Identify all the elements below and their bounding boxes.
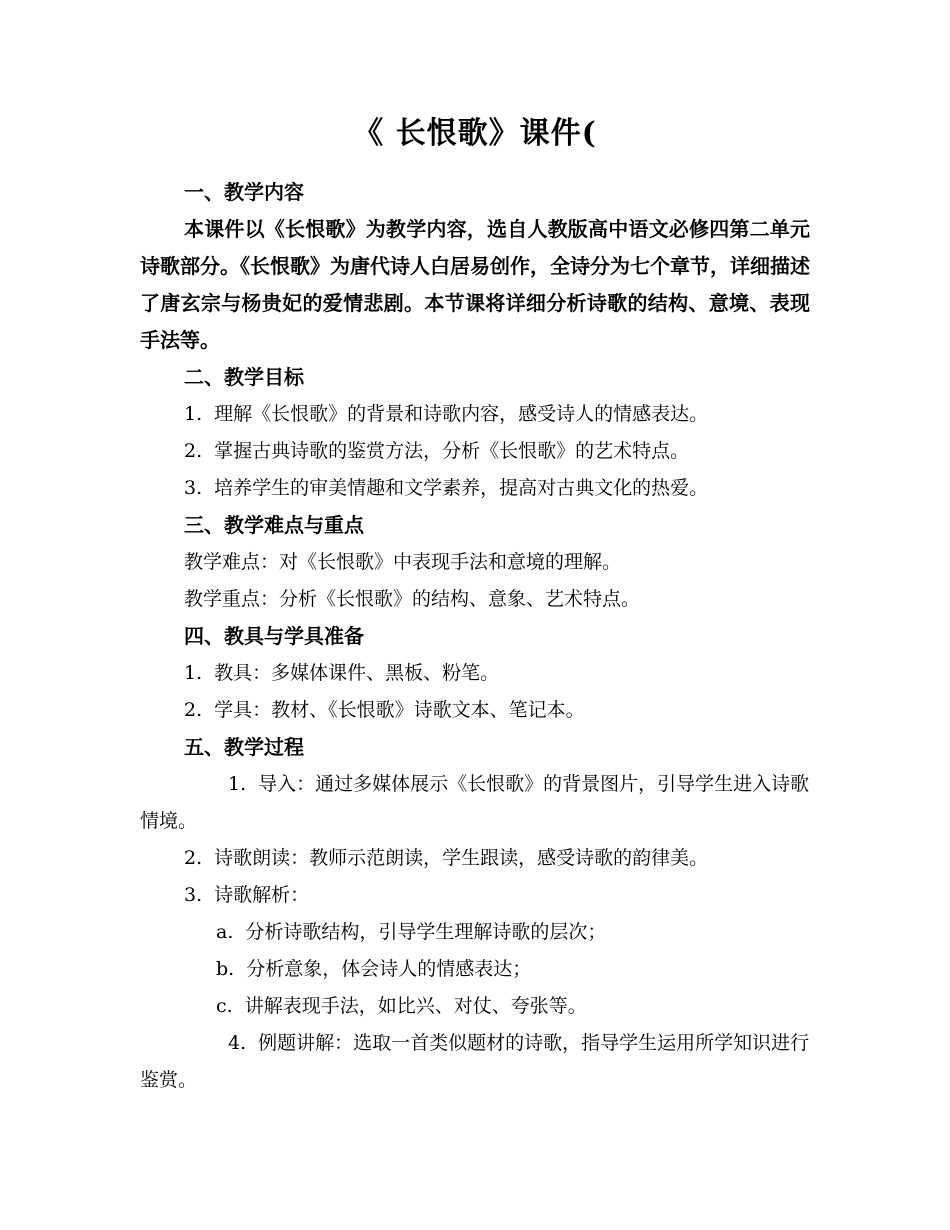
list-item: 4. 例题讲解：选取一首类似题材的诗歌，指导学生运用所学知识进行鉴赏。 <box>140 1032 810 1091</box>
sub-list-item: c. 讲解表现手法，如比兴、对仗、夸张等。 <box>216 995 587 1017</box>
section-heading-teaching-content: 一、教学内容 <box>184 180 304 204</box>
list-item: 1. 理解《长恨歌》的背景和诗歌内容，感受诗人的情感表达。 <box>184 403 709 425</box>
list-item: 2. 掌握古典诗歌的鉴赏方法，分析《长恨歌》的艺术特点。 <box>184 440 690 462</box>
list-item: 3. 诗歌解析： <box>184 884 310 906</box>
list-item: 2. 学具：教材、《长恨歌》诗歌文本、笔记本。 <box>184 699 585 721</box>
page-title: 《 长恨歌》课件( <box>353 116 597 151</box>
list-item: 1. 教具：多媒体课件、黑板、粉笔。 <box>184 662 500 684</box>
teaching-content-paragraph: 本课件以《长恨歌》为教学内容，选自人教版高中语文必修四第二单元诗歌部分。《长恨歌》为唐代诗人白居易创作，全诗分为七个章节，详细描述了唐玄宗与杨贵妃的爱情悲剧。本节课将详细分析诗歌的结构、意境、表现手法等。 <box>140 217 810 352</box>
section-heading-difficulty-focus: 三、教学难点与重点 <box>184 513 364 537</box>
list-item: 3. 培养学生的审美情趣和文学素养，提高对古典文化的热爱。 <box>184 477 709 499</box>
teaching-difficulty: 教学难点：对《长恨歌》中表现手法和意境的理解。 <box>184 551 622 573</box>
list-item: 2. 诗歌朗读：教师示范朗读，学生跟读，感受诗歌的韵律美。 <box>184 847 709 869</box>
document-page <box>140 112 810 1099</box>
sub-list-item: a. 分析诗歌结构，引导学生理解诗歌的层次； <box>216 921 607 943</box>
section-heading-materials: 四、教具与学具准备 <box>184 624 364 648</box>
section-heading-teaching-goals: 二、教学目标 <box>184 365 304 389</box>
teaching-focus: 教学重点：分析《长恨歌》的结构、意象、艺术特点。 <box>184 588 641 610</box>
section-heading-process: 五、教学过程 <box>184 735 304 759</box>
list-item: 1. 导入：通过多媒体展示《长恨歌》的背景图片，引导学生进入诗歌情境。 <box>140 773 810 832</box>
sub-list-item: b. 分析意象，体会诗人的情感表达； <box>216 958 532 980</box>
